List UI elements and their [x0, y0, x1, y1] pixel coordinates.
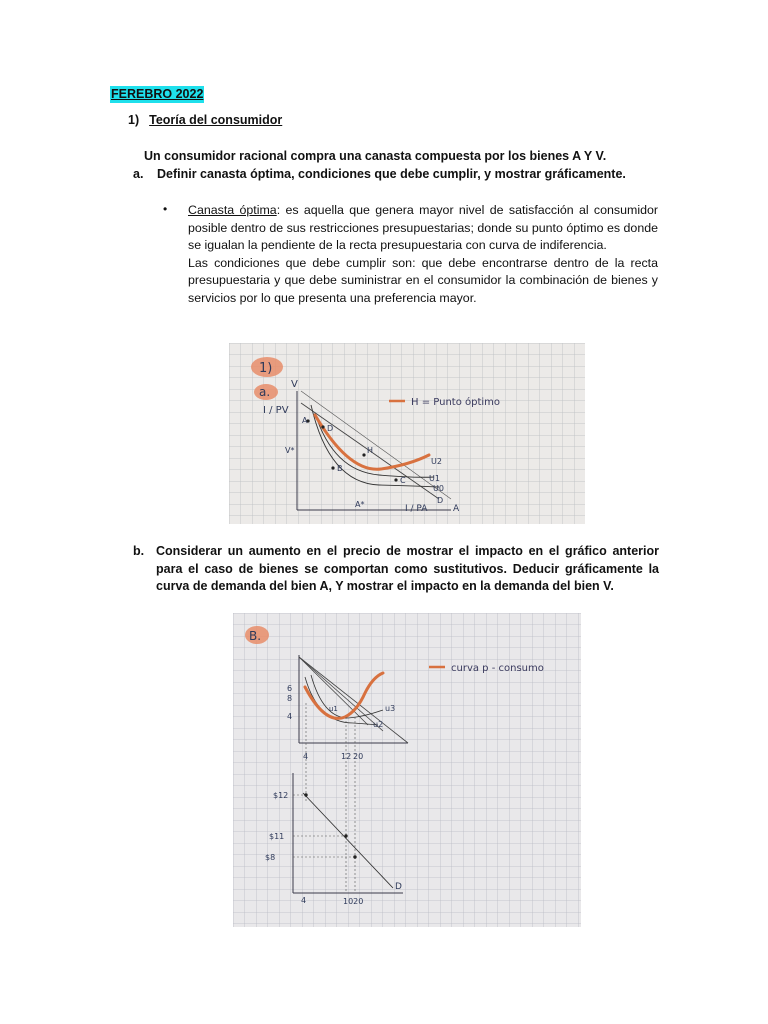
graph-photo-a [229, 343, 585, 524]
point-b-label: B [337, 464, 343, 473]
question-b-text: Considerar un aumento en el precio de mostrar el impacto en el gráfico anterior para el caso de bienes se comportan como sustitutivos. Deducir gráficamente la curva de demanda del bien A, Y mostrar el impacto en la demanda del bien V. [156, 544, 659, 593]
question-a [133, 166, 626, 184]
demand-point-2 [344, 834, 347, 837]
definition-paragraph [188, 202, 658, 308]
section-title [128, 113, 282, 127]
point-d [321, 425, 324, 428]
y-tick-4: 4 [287, 712, 293, 721]
x-star-label: A* [355, 500, 365, 509]
section-number: 1) [128, 113, 140, 127]
bullet-icon: • [163, 202, 168, 216]
graph-photo-b [233, 613, 581, 927]
conditions-text: Las condiciones que debe cumplir son: que debe encontrarse dentro de la recta presupuestaria y que debe suministrar en el consumidor la combinación de bienes y servicios por lo que presenta una preferencia mayor. [188, 255, 658, 305]
budget-end-label: D [437, 496, 444, 505]
intro-text: Un consumidor racional compra una canasta compuesta por los bienes A Y V. [144, 149, 607, 163]
curve-u1-label-b: u1 [329, 705, 338, 713]
question-a-text: Definir canasta óptima, condiciones que debe cumplir, y mostrar gráficamente. [157, 167, 626, 181]
curve-u0-label: U0 [433, 484, 444, 493]
legend-text-b: curva p - consumo [451, 663, 544, 674]
header-tag: FEREBRO 2022 [111, 87, 204, 101]
y-tick-6: 6 [287, 684, 293, 693]
point-h [362, 453, 365, 456]
price-tick-11: $11 [269, 832, 285, 841]
curve-u3-label: u3 [385, 704, 396, 713]
demand-point-3 [353, 855, 356, 858]
point-c [394, 478, 397, 481]
x-tick-12: 12 [341, 752, 352, 761]
point-a-label: A [302, 416, 308, 425]
demand-point-1 [304, 793, 307, 796]
price-tick-8: $8 [265, 853, 276, 862]
curve-u1-label: U1 [429, 474, 440, 483]
point-h-label: H [367, 446, 374, 455]
y-intercept-label: I / PV [263, 405, 289, 416]
x-axis-label: A [453, 504, 460, 514]
legend-text: H = Punto óptimo [411, 397, 501, 408]
bottom-x-tick-4: 4 [301, 896, 307, 905]
sub-label: a. [259, 385, 271, 399]
point-b [331, 466, 334, 469]
x-tick-4: 4 [303, 752, 309, 761]
definition-text: : es aquella que genera mayor nivel de satisfacción al consumidor posible dentro de sus restricciones presupuestarias; donde su punto óptimo es donde se igualan la pendiente de la recta presupuestaria con curva de indiferencia. [188, 203, 658, 253]
term-canasta-optima: Canasta óptima [188, 203, 277, 217]
y-axis-label: V [291, 379, 298, 390]
question-a-label: a. [133, 167, 144, 181]
bottom-x-tick-1020: 1020 [343, 897, 364, 906]
point-d-label: D [327, 424, 334, 433]
demand-label: D [395, 882, 402, 892]
curve-u2-label-b: u2 [373, 720, 384, 729]
section-title-text: Teoría del consumidor [149, 113, 283, 127]
corner-label-b: B. [249, 629, 262, 643]
y-tick-8: 8 [287, 694, 293, 703]
point-c-label: C [400, 476, 406, 485]
y-star-label: V* [285, 446, 295, 455]
price-tick-12: $12 [273, 791, 289, 800]
curve-u2-label: U2 [431, 457, 442, 466]
question-b-label: b. [133, 544, 145, 558]
x-intercept-label: I / PA [405, 504, 428, 514]
corner-label: 1) [259, 361, 273, 376]
x-tick-20: 20 [353, 752, 364, 761]
